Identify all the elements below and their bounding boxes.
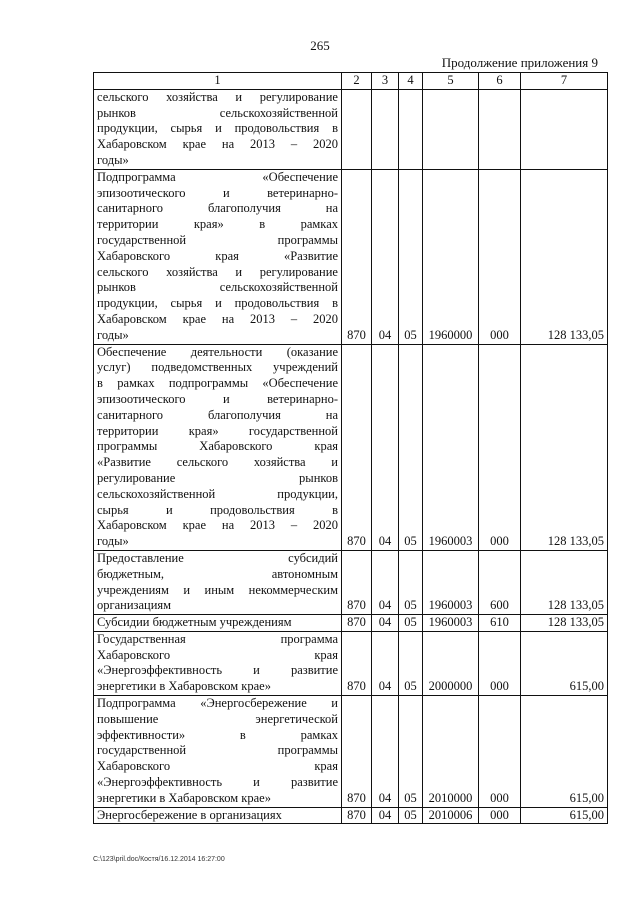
cell-admin-code: 870 <box>342 696 372 808</box>
row-description <box>94 344 342 550</box>
description-line: Предоставление субсидий <box>97 550 338 565</box>
cell-subsection: 05 <box>399 807 423 824</box>
budget-table <box>93 72 608 824</box>
description-line: годы» <box>97 327 129 342</box>
cell-target-article: 2010000 <box>423 696 479 808</box>
header-col-1: 1 <box>94 73 342 90</box>
description-line: Хабаровского края <box>97 647 338 662</box>
header-col-4: 4 <box>399 73 423 90</box>
description-line: Обеспечение деятельности (оказание <box>97 344 338 359</box>
description-line: Хабаровском крае на 2013 – 2020 <box>97 311 338 326</box>
row-description <box>94 169 342 344</box>
cell-amount: 128 133,05 <box>521 169 608 344</box>
description-line: территории края» государственной <box>97 423 338 438</box>
table-header <box>94 73 608 90</box>
file-path-footer: C:\123\pril.doc/Костя/16.12.2014 16:27:00 <box>93 856 225 863</box>
cell-section <box>372 89 399 169</box>
description-line: сельскохозяйственной продукции, <box>97 486 338 501</box>
row-description <box>94 550 342 614</box>
cell-admin-code: 870 <box>342 550 372 614</box>
description-line: государственной программы <box>97 743 338 758</box>
header-col-7: 7 <box>521 73 608 90</box>
description-line: годы» <box>97 152 129 167</box>
description-line: сырья и продовольствия в <box>97 502 338 517</box>
description-line: Подпрограмма «Энергосбережение и <box>97 696 338 711</box>
description-line: продукции, сырья и продовольствия в <box>97 121 338 136</box>
row-description <box>94 89 342 169</box>
cell-section: 04 <box>372 807 399 824</box>
cell-expense-type <box>479 89 521 169</box>
cell-expense-type: 000 <box>479 807 521 824</box>
table-row <box>94 169 608 344</box>
table-row <box>94 89 608 169</box>
cell-admin-code <box>342 89 372 169</box>
description-line: государственной программы <box>97 232 338 247</box>
cell-amount: 615,00 <box>521 696 608 808</box>
description-line: Субсидии бюджетным учреждениям <box>97 615 292 630</box>
cell-subsection: 05 <box>399 550 423 614</box>
row-description <box>94 807 342 824</box>
cell-admin-code: 870 <box>342 169 372 344</box>
table-row <box>94 615 608 632</box>
page-number: 265 <box>310 38 330 53</box>
cell-amount <box>521 89 608 169</box>
cell-target-article: 1960003 <box>423 344 479 550</box>
cell-section: 04 <box>372 696 399 808</box>
header-col-2: 2 <box>342 73 372 90</box>
cell-amount: 615,00 <box>521 807 608 824</box>
cell-target-article: 2000000 <box>423 631 479 695</box>
description-line: санитарного благополучия на <box>97 201 338 216</box>
cell-section: 04 <box>372 615 399 632</box>
cell-amount: 128 133,05 <box>521 615 608 632</box>
description-line: Хабаровского края <box>97 759 338 774</box>
description-line: годы» <box>97 534 129 549</box>
table-row <box>94 807 608 824</box>
cell-admin-code: 870 <box>342 807 372 824</box>
cell-subsection: 05 <box>399 696 423 808</box>
cell-expense-type: 610 <box>479 615 521 632</box>
header-col-5: 5 <box>423 73 479 90</box>
description-line: сельского хозяйства и регулирование <box>97 264 338 279</box>
description-line: энергетики в Хабаровском крае» <box>97 790 271 805</box>
cell-expense-type: 000 <box>479 344 521 550</box>
cell-expense-type: 600 <box>479 550 521 614</box>
cell-section: 04 <box>372 550 399 614</box>
header-row <box>94 73 608 90</box>
description-line: рынков сельскохозяйственной <box>97 105 338 120</box>
row-description <box>94 631 342 695</box>
row-description <box>94 615 342 632</box>
cell-admin-code: 870 <box>342 344 372 550</box>
row-description <box>94 696 342 808</box>
description-line: «Энергоэффективность и развитие <box>97 775 338 790</box>
table-row <box>94 550 608 614</box>
cell-subsection: 05 <box>399 615 423 632</box>
cell-amount: 128 133,05 <box>521 550 608 614</box>
description-line: продукции, сырья и продовольствия в <box>97 296 338 311</box>
cell-target-article: 1960003 <box>423 550 479 614</box>
cell-admin-code: 870 <box>342 631 372 695</box>
cell-amount: 615,00 <box>521 631 608 695</box>
description-line: регулирование рынков <box>97 470 338 485</box>
table-body <box>94 89 608 824</box>
cell-target-article: 1960003 <box>423 615 479 632</box>
table-row <box>94 631 608 695</box>
table-row <box>94 696 608 808</box>
cell-subsection <box>399 89 423 169</box>
description-line: Энергосбережение в организациях <box>97 807 282 822</box>
description-line: организациям <box>97 598 172 613</box>
cell-target-article: 1960000 <box>423 169 479 344</box>
description-line: Хабаровском крае на 2013 – 2020 <box>97 137 338 152</box>
description-line: учреждениям и иным некоммерческим <box>97 582 338 597</box>
description-line: сельского хозяйства и регулирование <box>97 89 338 104</box>
cell-subsection: 05 <box>399 631 423 695</box>
cell-expense-type: 000 <box>479 169 521 344</box>
cell-expense-type: 000 <box>479 696 521 808</box>
description-line: повышение энергетической <box>97 711 338 726</box>
description-line: «Энергоэффективность и развитие <box>97 663 338 678</box>
description-line: эффективности» в рамках <box>97 727 338 742</box>
appendix-continuation-label: Продолжение приложения 9 <box>441 55 598 70</box>
cell-admin-code: 870 <box>342 615 372 632</box>
cell-amount: 128 133,05 <box>521 344 608 550</box>
description-line: Государственная программа <box>97 631 338 646</box>
table-row <box>94 344 608 550</box>
description-line: услуг) подведомственных учреждений <box>97 360 338 375</box>
cell-section: 04 <box>372 169 399 344</box>
cell-section: 04 <box>372 344 399 550</box>
cell-subsection: 05 <box>399 344 423 550</box>
cell-subsection: 05 <box>399 169 423 344</box>
description-line: в рамках подпрограммы «Обеспечение <box>97 376 338 391</box>
description-line: эпизоотического и ветеринарно- <box>97 391 338 406</box>
description-line: Подпрограмма «Обеспечение <box>97 169 338 184</box>
description-line: эпизоотического и ветеринарно- <box>97 185 338 200</box>
description-line: рынков сельскохозяйственной <box>97 280 338 295</box>
description-line: Хабаровском крае на 2013 – 2020 <box>97 518 338 533</box>
cell-target-article: 2010006 <box>423 807 479 824</box>
cell-section: 04 <box>372 631 399 695</box>
header-col-3: 3 <box>372 73 399 90</box>
description-line: бюджетным, автономным <box>97 566 338 581</box>
cell-target-article <box>423 89 479 169</box>
description-line: Хабаровского края «Развитие <box>97 248 338 263</box>
description-line: санитарного благополучия на <box>97 407 338 422</box>
header-col-6: 6 <box>479 73 521 90</box>
description-line: «Развитие сельского хозяйства и <box>97 455 338 470</box>
description-line: энергетики в Хабаровском крае» <box>97 679 271 694</box>
description-line: программы Хабаровского края <box>97 439 338 454</box>
description-line: территории края» в рамках <box>97 217 338 232</box>
cell-expense-type: 000 <box>479 631 521 695</box>
